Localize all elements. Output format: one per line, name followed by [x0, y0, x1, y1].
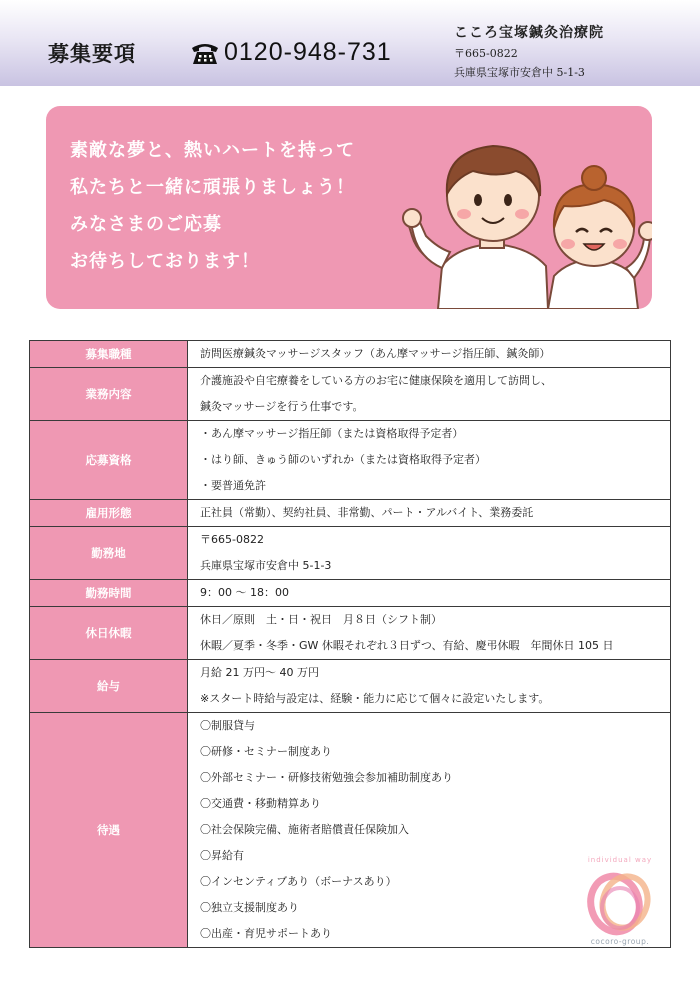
- row-label: 募集職種: [30, 341, 188, 368]
- row-line: 〇交通費・移動精算あり: [200, 797, 321, 810]
- table-row: [30, 500, 671, 527]
- row-value: [188, 421, 671, 500]
- row-line: 介護施設や自宅療養をしている方のお宅に健康保険を適用して訪問し、: [200, 374, 552, 387]
- row-line: ・あん摩マッサージ指圧師（または資格取得予定者）: [200, 427, 464, 440]
- row-label: 給与: [30, 660, 188, 713]
- row-line: 9：00 〜 18：00: [200, 586, 289, 599]
- row-value: [188, 580, 671, 607]
- row-line: 正社員（常勤）、契約社員、非常勤、パート・アルバイト、業務委託: [200, 506, 534, 519]
- phone-block: [190, 38, 392, 67]
- row-label: 雇用形態: [30, 500, 188, 527]
- banner-message: [70, 132, 355, 280]
- row-line: 〇社会保険完備、施術者賠償責任保険加入: [200, 823, 409, 836]
- row-label: 休日休暇: [30, 607, 188, 660]
- row-line: 月給 21 万円〜 40 万円: [200, 666, 319, 679]
- recruitment-table: [29, 340, 671, 948]
- table-row: [30, 607, 671, 660]
- row-line: 〒665-0822: [200, 533, 264, 546]
- table-row: [30, 341, 671, 368]
- row-line: 休暇／夏季・冬季・GW 休暇それぞれ３日ずつ、有給、慶弔休暇 年間休日 105 日: [200, 639, 614, 652]
- clinic-postal: 〒665-0822: [454, 47, 518, 60]
- row-value: [188, 607, 671, 660]
- row-line: 〇独立支援制度あり: [200, 901, 299, 914]
- banner-line: 素敵な夢と、熱いハートを持って: [70, 140, 355, 161]
- clinic-address: 兵庫県宝塚市安倉中 5-1-3: [454, 66, 585, 79]
- clinic-name: こころ宝塚鍼灸治療院: [454, 25, 604, 41]
- row-label: 待遇: [30, 713, 188, 948]
- row-line: ・要普通免許: [200, 479, 266, 492]
- row-line: 〇研修・セミナー制度あり: [200, 745, 332, 758]
- phone-number: 0120-948-731: [224, 38, 392, 66]
- table-row: [30, 713, 671, 948]
- row-label: 勤務地: [30, 527, 188, 580]
- table-row: [30, 580, 671, 607]
- row-value: [188, 527, 671, 580]
- banner-line: 私たちと一緒に頑張りましょう！: [70, 177, 355, 198]
- table-row: [30, 421, 671, 500]
- male-staff-figure: [403, 146, 548, 309]
- row-value: [188, 341, 671, 368]
- logo-top-text: individual way: [587, 856, 653, 864]
- page-title: 募集要項: [48, 41, 136, 66]
- logo-bottom-text: cocoro-group.: [590, 937, 650, 946]
- row-line: 〇インセンティブあり（ボーナスあり）: [200, 875, 397, 888]
- row-line: 〇昇給有: [200, 849, 244, 862]
- row-line: 休日／原則 土・日・祝日 月８日（シフト制）: [200, 613, 442, 626]
- row-line: 兵庫県宝塚市安倉中 5-1-3: [200, 559, 332, 572]
- row-value: [188, 660, 671, 713]
- row-label: 応募資格: [30, 421, 188, 500]
- banner-line: お待ちしております！: [70, 251, 260, 272]
- page-header: [0, 0, 700, 86]
- row-line: 〇出産・育児サポートあり: [200, 927, 332, 940]
- row-value: [188, 368, 671, 421]
- row-line: 鍼灸マッサージを行う仕事です。: [200, 400, 364, 413]
- row-line: ・はり師、きゅう師のいずれか（または資格取得予定者）: [200, 453, 486, 466]
- banner-line: みなさまのご応募: [70, 214, 222, 235]
- female-staff-figure: [548, 166, 652, 309]
- row-label: 業務内容: [30, 368, 188, 421]
- row-line: ※スタート時給与設定は、経験・能力に応じて個々に設定いたします。: [200, 692, 550, 705]
- recruit-banner: [46, 106, 652, 309]
- cocoro-group-logo: [582, 852, 658, 946]
- row-line: 訪問医療鍼灸マッサージスタッフ（あん摩マッサージ指圧師、鍼灸師）: [200, 347, 551, 360]
- row-line: 〇外部セミナー・研修技術勉強会参加補助制度あり: [200, 771, 453, 784]
- table-row: [30, 660, 671, 713]
- clinic-info: [454, 22, 604, 80]
- staff-illustration: [398, 116, 652, 309]
- telephone-icon: [190, 39, 220, 67]
- row-line: 〇制服貸与: [200, 719, 255, 732]
- table-row: [30, 527, 671, 580]
- row-label: 勤務時間: [30, 580, 188, 607]
- row-value: [188, 500, 671, 527]
- table-row: [30, 368, 671, 421]
